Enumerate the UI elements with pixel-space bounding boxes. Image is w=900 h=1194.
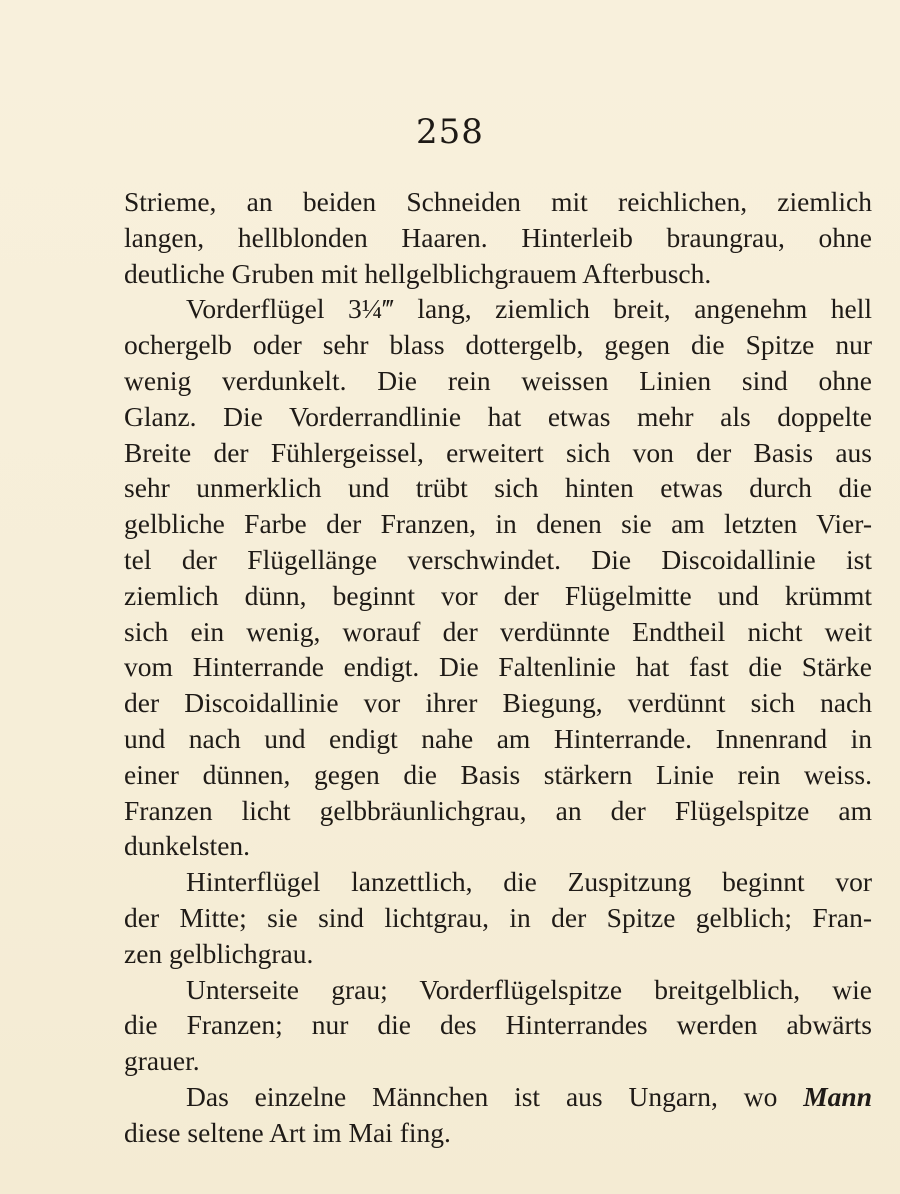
text-line: Hinterflügel lanzettlich, die Zuspitzung beginnt vor bbox=[186, 866, 872, 898]
paragraph-4 bbox=[124, 972, 872, 1079]
text-line: einer dünnen, gegen die Basis stärkern Linie rein weiss. bbox=[124, 758, 872, 790]
text-line: langen, hellblonden Haaren. Hinterleib braungrau, ohne bbox=[124, 221, 872, 253]
paragraph-5 bbox=[124, 1079, 872, 1151]
text-segment: Das einzelne Männchen ist aus Ungarn, wo bbox=[186, 1080, 804, 1112]
text-line: Franzen licht gelbbräunlichgrau, an der Flügelspitze am bbox=[124, 794, 872, 826]
text-line: Unterseite grau; Vorderflügelspitze breitgelblich, wie bbox=[186, 973, 872, 1005]
paragraph-2 bbox=[124, 291, 872, 864]
text-line: gelbliche Farbe der Franzen, in denen sie am letzten Vier- bbox=[124, 508, 872, 540]
body-text bbox=[124, 184, 872, 1151]
text-line: deutliche Gruben mit hellgelblichgrauem Afterbusch. bbox=[124, 257, 712, 289]
text-line: dunkelsten. bbox=[124, 830, 251, 862]
text-line: und nach und endigt nahe am Hinterrande. Innenrand in bbox=[124, 722, 872, 754]
collector-name: Mann bbox=[803, 1080, 872, 1112]
text-line: wenig verdunkelt. Die rein weissen Linien sind ohne bbox=[124, 364, 872, 396]
text-line: Vorderflügel 3¼‴ lang, ziemlich breit, angenehm hell bbox=[186, 293, 872, 325]
text-line: ochergelb oder sehr blass dottergelb, gegen die Spitze nur bbox=[124, 329, 872, 361]
text-line: die Franzen; nur die des Hinterrandes werden abwärts bbox=[124, 1009, 872, 1041]
text-line: zen gelblichgrau. bbox=[124, 937, 314, 969]
text-line: Breite der Fühlergeissel, erweitert sich von der Basis aus bbox=[124, 436, 872, 468]
text-line: vom Hinterrande endigt. Die Faltenlinie hat fast die Stärke bbox=[124, 651, 872, 683]
text-line: Glanz. Die Vorderrandlinie hat etwas mehr als doppelte bbox=[124, 400, 872, 432]
page-number: 258 bbox=[416, 112, 484, 152]
text-line: sich ein wenig, worauf der verdünnte Endtheil nicht weit bbox=[124, 615, 872, 647]
text-line: ziemlich dünn, beginnt vor der Flügelmitte und krümmt bbox=[124, 579, 872, 611]
paragraph-1 bbox=[124, 184, 872, 291]
text-line: diese seltene Art im Mai fing. bbox=[124, 1116, 451, 1148]
paragraph-3 bbox=[124, 864, 872, 971]
text-line: sehr unmerklich und trübt sich hinten etwas durch die bbox=[124, 472, 872, 504]
text-line: Strieme, an beiden Schneiden mit reichlichen, ziemlich bbox=[124, 186, 872, 217]
text-line: tel der Flügellänge verschwindet. Die Discoidallinie ist bbox=[124, 543, 872, 575]
text-line bbox=[124, 1079, 872, 1115]
text-line: der Mitte; sie sind lichtgrau, in der Spitze gelblich; Fran- bbox=[124, 901, 872, 933]
text-line: grauer. bbox=[124, 1045, 200, 1077]
text-line: der Discoidallinie vor ihrer Biegung, verdünnt sich nach bbox=[124, 687, 872, 719]
